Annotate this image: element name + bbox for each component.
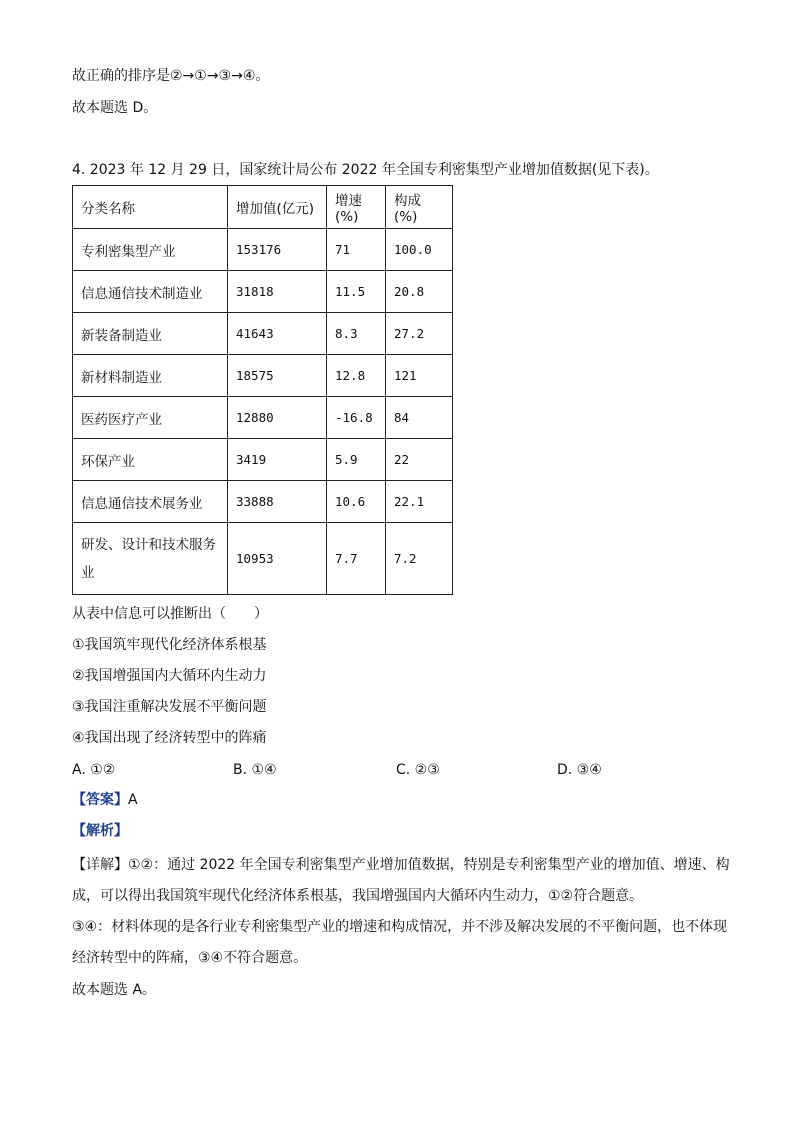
- cell-value: 3419: [228, 439, 327, 481]
- answer-label: 【答案】: [72, 792, 128, 808]
- cell-value: 41643: [228, 313, 327, 355]
- cell-value: 33888: [228, 481, 327, 523]
- cell-growth: 8.3: [327, 313, 386, 355]
- statement-1: ①我国筑牢现代化经济体系根基: [72, 637, 267, 653]
- table-row: [73, 313, 453, 355]
- previous-order-line: 故正确的排序是②→①→③→④。: [72, 68, 270, 84]
- cell-share: 22.1: [386, 481, 453, 523]
- header-growth: 增速(%): [327, 186, 386, 229]
- table-row: [73, 523, 453, 595]
- table-row: [73, 271, 453, 313]
- cell-growth: 71: [327, 229, 386, 271]
- cell-name: 研发、设计和技术服务业: [73, 523, 228, 595]
- answer-value: A: [128, 792, 138, 808]
- cell-share: 20.8: [386, 271, 453, 313]
- detail-paragraph-1: 【详解】①②：通过 2022 年全国专利密集型产业增加值数据，特别是专利密集型产业的增加值、增速、构成，可以得出我国筑牢现代化经济体系根基，我国增强国内大循环内生动力，①②符合题意。: [72, 857, 730, 904]
- answer-line: [72, 790, 138, 810]
- cell-name: 新材料制造业: [73, 355, 228, 397]
- option-b: B. ①④: [233, 762, 277, 778]
- option-c: C. ②③: [396, 762, 440, 778]
- cell-growth: -16.8: [327, 397, 386, 439]
- cell-share: 7.2: [386, 523, 453, 595]
- cell-share: 22: [386, 439, 453, 481]
- industry-data-table: [72, 185, 453, 595]
- previous-answer-line: 故本题选 D。: [72, 100, 158, 116]
- header-value: 增加值(亿元): [228, 186, 327, 229]
- cell-value: 12880: [228, 397, 327, 439]
- cell-name: 信息通信技术展务业: [73, 481, 228, 523]
- table-header-row: [73, 186, 453, 229]
- table-row: [73, 439, 453, 481]
- statement-3: ③我国注重解决发展不平衡问题: [72, 699, 267, 715]
- cell-value: 18575: [228, 355, 327, 397]
- cell-growth: 10.6: [327, 481, 386, 523]
- cell-name: 新装备制造业: [73, 313, 228, 355]
- header-share: 构成(%): [386, 186, 453, 229]
- header-category: 分类名称: [73, 186, 228, 229]
- cell-value: 153176: [228, 229, 327, 271]
- cell-name: 环保产业: [73, 439, 228, 481]
- cell-share: 84: [386, 397, 453, 439]
- cell-name: 专利密集型产业: [73, 229, 228, 271]
- statement-4: ④我国出现了经济转型中的阵痛: [72, 730, 267, 746]
- cell-growth: 7.7: [327, 523, 386, 595]
- question-stem: 4. 2023 年 12 月 29 日，国家统计局公布 2022 年全国专利密集型产业增加值数据(见下表)。: [72, 162, 659, 178]
- table-row: [73, 481, 453, 523]
- statement-2: ②我国增强国内大循环内生动力: [72, 668, 267, 684]
- table-row: [73, 229, 453, 271]
- cell-share: 100.0: [386, 229, 453, 271]
- option-a: A. ①②: [72, 762, 116, 778]
- analysis-line: [72, 821, 128, 841]
- detail-paragraph-2: ③④：材料体现的是各行业专利密集型产业的增速和构成情况，并不涉及解决发展的不平衡问题，也不体现经济转型中的阵痛，③④不符合题意。: [72, 919, 728, 966]
- cell-growth: 11.5: [327, 271, 386, 313]
- cell-share: 27.2: [386, 313, 453, 355]
- cell-growth: 12.8: [327, 355, 386, 397]
- analysis-label: 【解析】: [72, 823, 128, 839]
- question-prompt: 从表中信息可以推断出（ ）: [72, 606, 268, 622]
- cell-value: 10953: [228, 523, 327, 595]
- cell-share: 121: [386, 355, 453, 397]
- cell-value: 31818: [228, 271, 327, 313]
- option-d: D. ③④: [557, 762, 602, 778]
- cell-name: 信息通信技术制造业: [73, 271, 228, 313]
- cell-growth: 5.9: [327, 439, 386, 481]
- conclusion-line: 故本题选 A。: [72, 982, 157, 998]
- table-row: [73, 397, 453, 439]
- table-row: [73, 355, 453, 397]
- cell-name: 医药医疗产业: [73, 397, 228, 439]
